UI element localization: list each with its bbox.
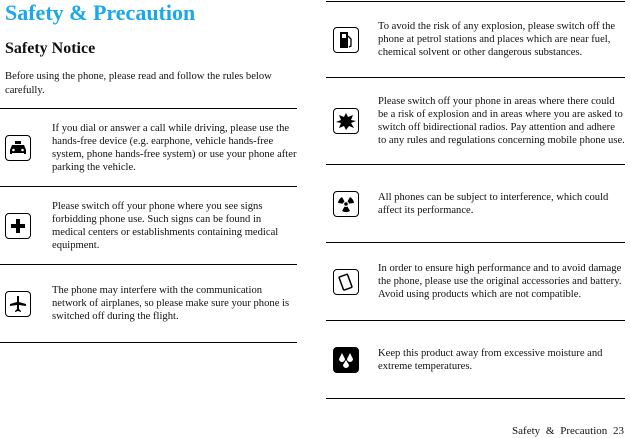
page-title: Safety & Precaution bbox=[5, 0, 196, 25]
intro-text: Before using the phone, please read and follow the rules below carefully. bbox=[5, 71, 272, 96]
car-icon bbox=[5, 135, 31, 161]
notice-text: Please switch off your phone in areas where there could be a risk of explosion and in areas where you are asked to switch off bidirectional radios. Pay attention and adhere to any rules and regulations concerning mobile phone use. bbox=[378, 96, 625, 146]
battery-icon bbox=[333, 269, 359, 295]
explosion-icon bbox=[333, 108, 359, 134]
page-number: 23 bbox=[613, 425, 624, 437]
notice-text: Please switch off your phone where you see signs forbidding phone use. Such signs can be found in medical centers or establishments containing medical equipment. bbox=[52, 200, 279, 251]
notice-text: Keep this product away from excessive moisture and extreme temperatures. bbox=[378, 347, 603, 372]
fuel-pump-icon bbox=[333, 27, 359, 53]
divider bbox=[326, 398, 625, 399]
medical-cross-icon bbox=[5, 213, 31, 239]
notice-text: To avoid the risk of any explosion, please switch off the phone at petrol stations and places which are near fuel, chemical solvent or other dangerous substances. bbox=[378, 21, 616, 58]
notice-item bbox=[5, 109, 297, 186]
notice-item bbox=[333, 165, 625, 242]
notice-item bbox=[5, 265, 297, 342]
footer-label: Safety & Precaution bbox=[512, 425, 608, 437]
notice-item bbox=[5, 187, 297, 264]
water-drops-icon bbox=[333, 347, 359, 373]
notice-text: If you dial or answer a call while driving, please use the hands-free device (e.g. earphone, vehicle hands-free system, phone hands-free system) or use your phone after parking the vehicle. bbox=[52, 122, 297, 173]
divider bbox=[0, 342, 297, 343]
notice-text: The phone may interfere with the communication network of airplanes, so please make sure your phone is switched off during the flight. bbox=[52, 285, 290, 322]
notice-item bbox=[333, 243, 625, 320]
notice-item bbox=[333, 2, 625, 77]
notice-text: All phones can be subject to interference, which could affect its performance. bbox=[378, 191, 609, 216]
notice-item bbox=[333, 321, 625, 398]
radiation-icon bbox=[333, 191, 359, 217]
notice-item bbox=[333, 78, 625, 164]
section-heading: Safety Notice bbox=[5, 40, 96, 57]
page-footer bbox=[512, 425, 624, 437]
notice-text: In order to ensure high performance and to avoid damage the phone, please use the original accessories and battery. Avoid using products which are not compatible. bbox=[378, 263, 622, 300]
airplane-icon bbox=[5, 291, 31, 317]
